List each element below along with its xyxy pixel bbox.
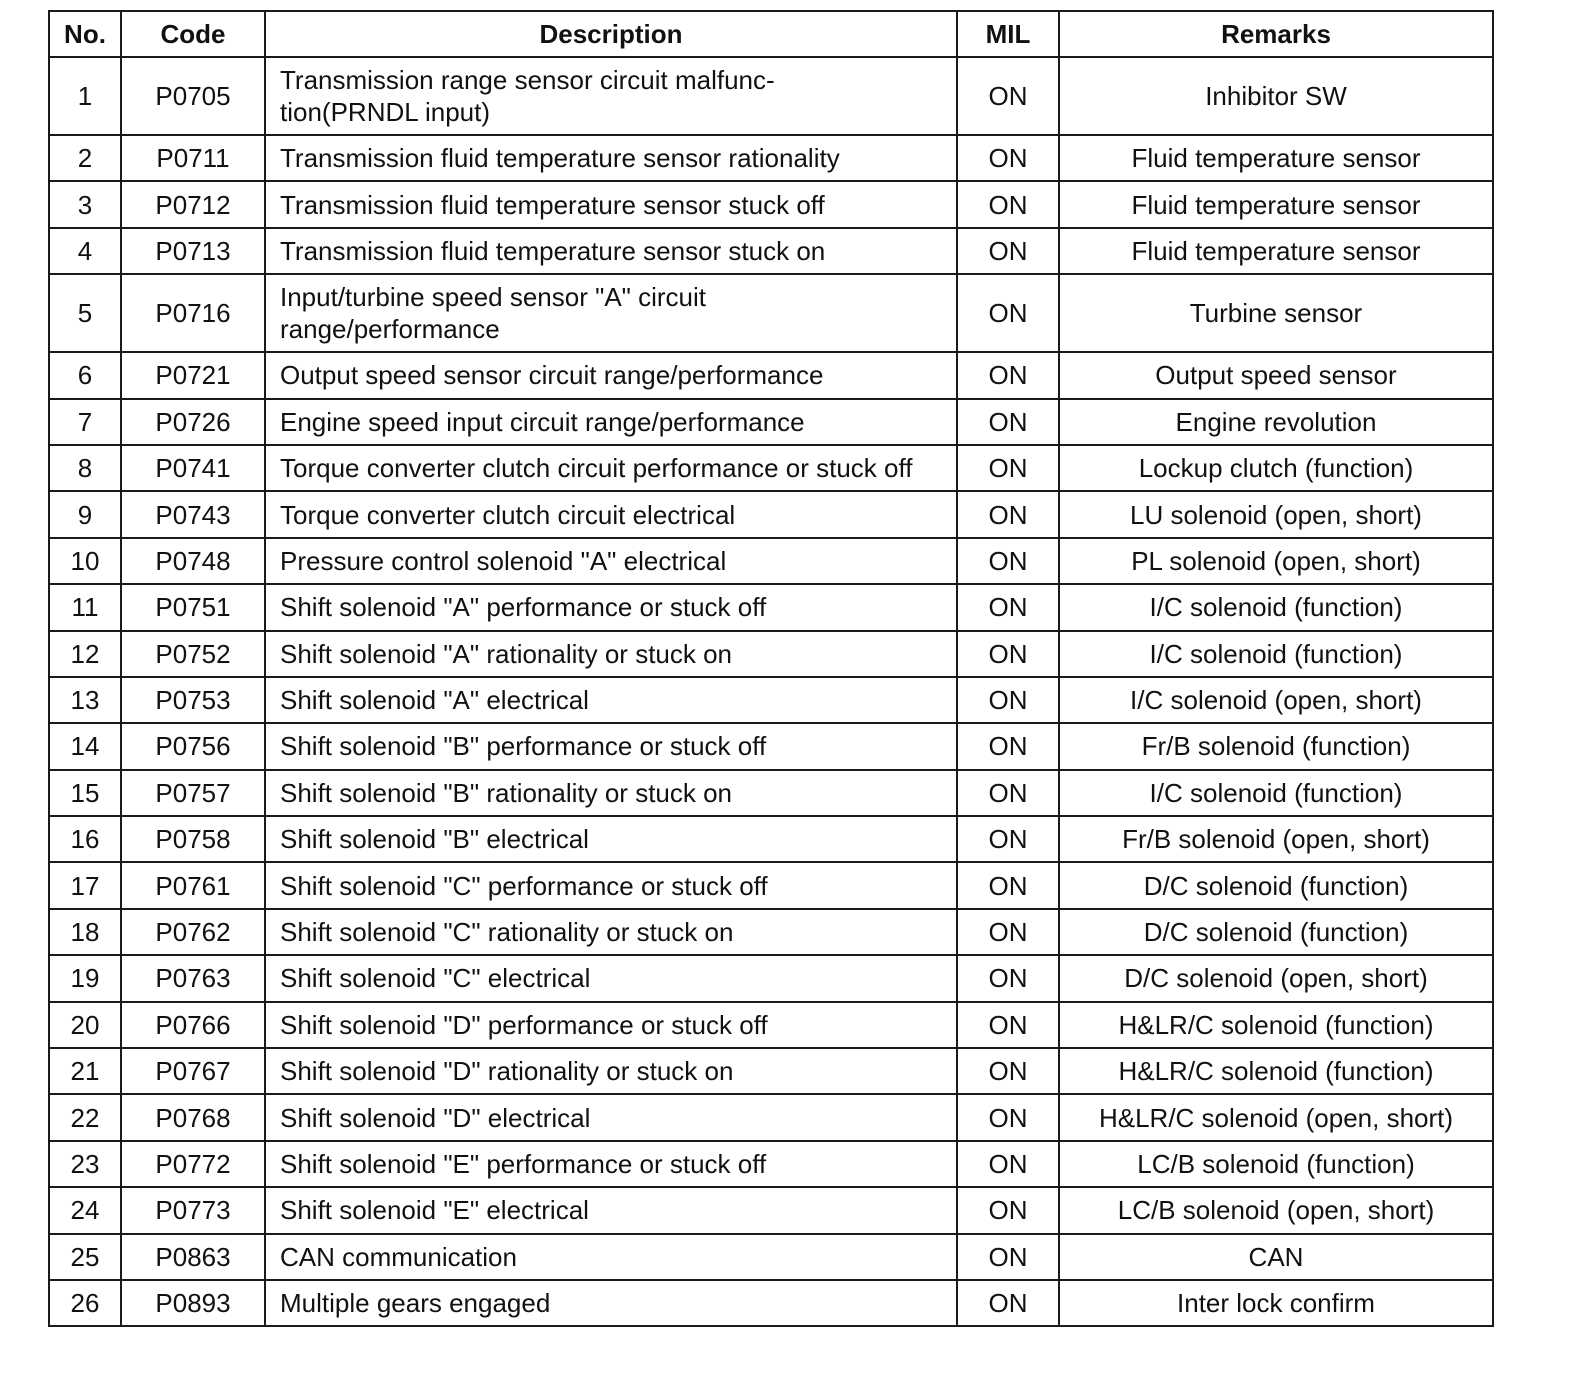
cell-code: P0772 [121,1141,265,1187]
cell-mil: ON [957,909,1059,955]
cell-remarks: LC/B solenoid (open, short) [1059,1187,1493,1233]
cell-remarks: Inhibitor SW [1059,57,1493,135]
table-row [49,181,1493,227]
header-code: Code [121,11,265,57]
table-row [49,1234,1493,1280]
cell-mil: ON [957,631,1059,677]
table-row [49,909,1493,955]
cell-no: 15 [49,770,121,816]
cell-remarks: D/C solenoid (function) [1059,909,1493,955]
cell-no: 12 [49,631,121,677]
cell-code: P0768 [121,1094,265,1140]
cell-description: Shift solenoid "C" rationality or stuck on [265,909,957,955]
cell-code: P0711 [121,135,265,181]
cell-description: CAN communication [265,1234,957,1280]
table-row [49,584,1493,630]
cell-remarks: Fluid temperature sensor [1059,135,1493,181]
cell-code: P0752 [121,631,265,677]
cell-description: Shift solenoid "D" electrical [265,1094,957,1140]
cell-mil: ON [957,1094,1059,1140]
cell-mil: ON [957,955,1059,1001]
table-body [49,57,1493,1326]
header-remarks: Remarks [1059,11,1493,57]
cell-no: 6 [49,352,121,398]
cell-remarks: D/C solenoid (function) [1059,862,1493,908]
cell-description [265,274,957,352]
table-row [49,862,1493,908]
cell-description: Shift solenoid "C" electrical [265,955,957,1001]
cell-mil: ON [957,445,1059,491]
table-header [49,11,1493,57]
cell-mil: ON [957,816,1059,862]
cell-code: P0713 [121,228,265,274]
header-description: Description [265,11,957,57]
cell-remarks: H&LR/C solenoid (function) [1059,1002,1493,1048]
cell-code: P0743 [121,491,265,537]
table-row [49,677,1493,723]
table-row [49,1094,1493,1140]
table-row [49,228,1493,274]
cell-remarks: PL solenoid (open, short) [1059,538,1493,584]
cell-no: 5 [49,274,121,352]
table-row [49,57,1493,135]
table-row [49,445,1493,491]
cell-mil: ON [957,135,1059,181]
header-row [49,11,1493,57]
cell-mil: ON [957,538,1059,584]
cell-no: 2 [49,135,121,181]
cell-code: P0761 [121,862,265,908]
cell-remarks: Fr/B solenoid (function) [1059,723,1493,769]
cell-remarks: H&LR/C solenoid (open, short) [1059,1094,1493,1140]
cell-no: 20 [49,1002,121,1048]
cell-description: Shift solenoid "C" performance or stuck off [265,862,957,908]
cell-no: 26 [49,1280,121,1326]
cell-mil: ON [957,770,1059,816]
cell-code: P0756 [121,723,265,769]
cell-code: P0763 [121,955,265,1001]
cell-description: Shift solenoid "B" electrical [265,816,957,862]
cell-mil: ON [957,228,1059,274]
table-row [49,352,1493,398]
table-row [49,723,1493,769]
cell-no: 4 [49,228,121,274]
table-row [49,816,1493,862]
description-line: tion(PRNDL input) [280,97,491,127]
cell-mil: ON [957,584,1059,630]
cell-mil: ON [957,491,1059,537]
cell-code: P0767 [121,1048,265,1094]
cell-no: 13 [49,677,121,723]
cell-remarks: I/C solenoid (open, short) [1059,677,1493,723]
table-row [49,538,1493,584]
cell-description: Engine speed input circuit range/performance [265,399,957,445]
cell-description [265,57,957,135]
cell-mil: ON [957,1002,1059,1048]
table-row [49,631,1493,677]
cell-description: Torque converter clutch circuit performance or stuck off [265,445,957,491]
cell-code: P0766 [121,1002,265,1048]
cell-code: P0721 [121,352,265,398]
cell-code: P0748 [121,538,265,584]
cell-no: 7 [49,399,121,445]
cell-mil: ON [957,1280,1059,1326]
cell-description: Shift solenoid "E" electrical [265,1187,957,1233]
cell-description: Shift solenoid "D" performance or stuck off [265,1002,957,1048]
cell-no: 8 [49,445,121,491]
cell-code: P0753 [121,677,265,723]
cell-mil: ON [957,862,1059,908]
cell-remarks: D/C solenoid (open, short) [1059,955,1493,1001]
cell-no: 24 [49,1187,121,1233]
table-row [49,274,1493,352]
cell-remarks: Fr/B solenoid (open, short) [1059,816,1493,862]
cell-mil: ON [957,352,1059,398]
cell-mil: ON [957,1234,1059,1280]
cell-no: 11 [49,584,121,630]
cell-code: P0758 [121,816,265,862]
cell-description: Shift solenoid "A" electrical [265,677,957,723]
table-row [49,770,1493,816]
cell-no: 3 [49,181,121,227]
cell-no: 16 [49,816,121,862]
table-row [49,491,1493,537]
cell-description: Shift solenoid "A" rationality or stuck on [265,631,957,677]
cell-code: P0726 [121,399,265,445]
cell-code: P0863 [121,1234,265,1280]
cell-no: 1 [49,57,121,135]
cell-mil: ON [957,57,1059,135]
cell-description: Output speed sensor circuit range/performance [265,352,957,398]
table-row [49,135,1493,181]
cell-remarks: LU solenoid (open, short) [1059,491,1493,537]
cell-description: Shift solenoid "E" performance or stuck off [265,1141,957,1187]
cell-code: P0705 [121,57,265,135]
cell-code: P0712 [121,181,265,227]
cell-no: 10 [49,538,121,584]
cell-code: P0741 [121,445,265,491]
cell-description: Shift solenoid "D" rationality or stuck on [265,1048,957,1094]
table-row [49,955,1493,1001]
cell-remarks: Lockup clutch (function) [1059,445,1493,491]
cell-remarks: I/C solenoid (function) [1059,770,1493,816]
cell-no: 9 [49,491,121,537]
cell-remarks: CAN [1059,1234,1493,1280]
cell-remarks: Fluid temperature sensor [1059,181,1493,227]
table-row [49,399,1493,445]
cell-remarks: Turbine sensor [1059,274,1493,352]
cell-description: Transmission fluid temperature sensor rationality [265,135,957,181]
table-row [49,1280,1493,1326]
cell-remarks: Inter lock confirm [1059,1280,1493,1326]
cell-remarks: Engine revolution [1059,399,1493,445]
cell-mil: ON [957,274,1059,352]
cell-remarks: H&LR/C solenoid (function) [1059,1048,1493,1094]
cell-no: 18 [49,909,121,955]
table-row [49,1002,1493,1048]
cell-no: 23 [49,1141,121,1187]
cell-mil: ON [957,1048,1059,1094]
cell-description: Transmission fluid temperature sensor stuck on [265,228,957,274]
description-line: Input/turbine speed sensor "A" circuit [280,282,707,313]
cell-description: Pressure control solenoid "A" electrical [265,538,957,584]
cell-no: 17 [49,862,121,908]
table-row [49,1048,1493,1094]
cell-no: 25 [49,1234,121,1280]
cell-code: P0716 [121,274,265,352]
cell-remarks: Output speed sensor [1059,352,1493,398]
table-row [49,1187,1493,1233]
cell-description: Transmission fluid temperature sensor stuck off [265,181,957,227]
cell-mil: ON [957,399,1059,445]
cell-code: P0751 [121,584,265,630]
table-row [49,1141,1493,1187]
cell-remarks: I/C solenoid (function) [1059,584,1493,630]
cell-code: P0762 [121,909,265,955]
description-line: range/performance [280,314,500,345]
cell-no: 14 [49,723,121,769]
cell-mil: ON [957,723,1059,769]
cell-description: Shift solenoid "A" performance or stuck off [265,584,957,630]
cell-description: Shift solenoid "B" rationality or stuck on [265,770,957,816]
cell-code: P0773 [121,1187,265,1233]
dtc-table-container [48,10,1492,1327]
cell-no: 21 [49,1048,121,1094]
cell-description: Torque converter clutch circuit electrical [265,491,957,537]
dtc-table [48,10,1494,1327]
cell-code: P0757 [121,770,265,816]
cell-remarks: Fluid temperature sensor [1059,228,1493,274]
header-no: No. [49,11,121,57]
cell-remarks: I/C solenoid (function) [1059,631,1493,677]
header-mil: MIL [957,11,1059,57]
cell-mil: ON [957,181,1059,227]
cell-no: 22 [49,1094,121,1140]
cell-mil: ON [957,1187,1059,1233]
cell-remarks: LC/B solenoid (function) [1059,1141,1493,1187]
cell-no: 19 [49,955,121,1001]
cell-code: P0893 [121,1280,265,1326]
cell-mil: ON [957,677,1059,723]
cell-description: Shift solenoid "B" performance or stuck off [265,723,957,769]
cell-description: Multiple gears engaged [265,1280,957,1326]
cell-mil: ON [957,1141,1059,1187]
description-line: Transmission range sensor circuit malfunc- [280,65,775,95]
